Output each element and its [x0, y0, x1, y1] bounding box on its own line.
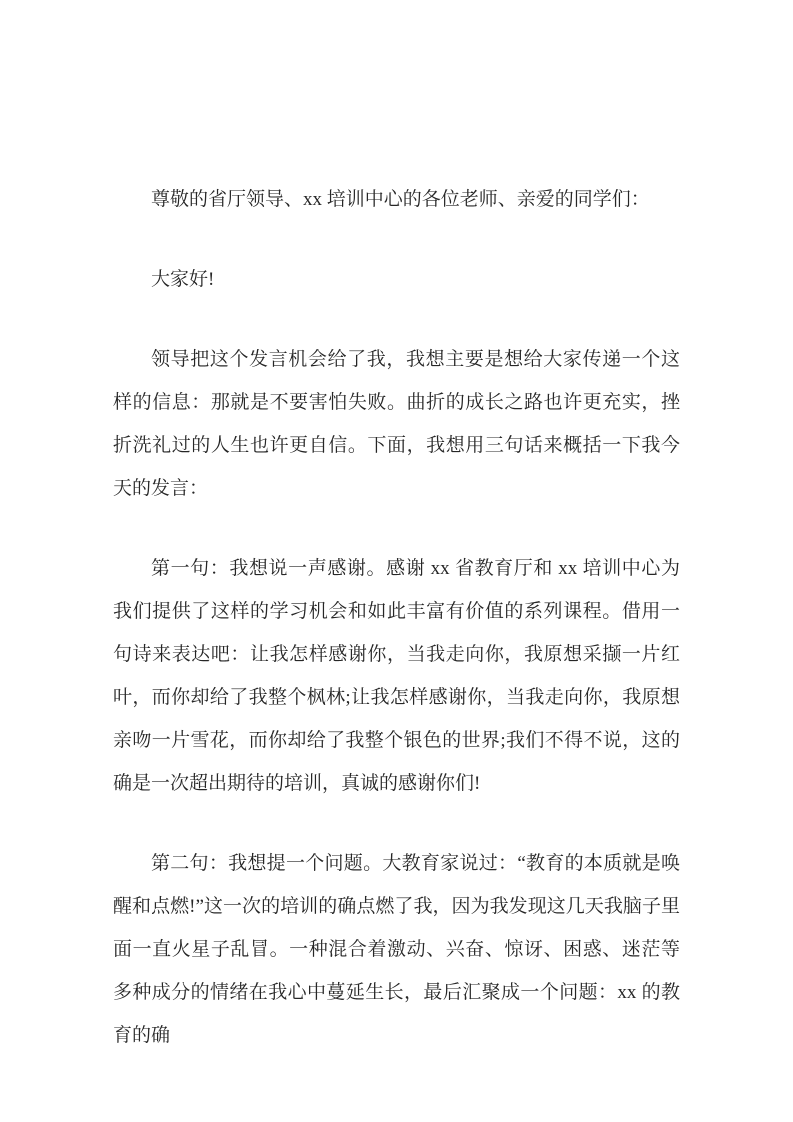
- paragraph-greeting: 大家好!: [151, 269, 215, 290]
- document-body: [113, 178, 680, 1094]
- paragraph-second-point: 第二句：我想提一个问题。大教育家说过：“教育的本质就是唤醒和点燃!”这一次的培训的确点燃了我，因为我发现这几天我脑子里面一直火星子乱冒。一种混合着激动、兴奋、惊讶、困惑、迷茫等多种成分的情绪在我心中蔓延生长，最后汇聚成一个问题：xx 的教育的确: [113, 853, 680, 1046]
- paragraph-intro: 领导把这个发言机会给了我，我想主要是想给大家传递一个这样的信息：那就是不要害怕失败。曲折的成长之路也许更充实，挫折洗礼过的人生也许更自信。下面，我想用三句话来概括一下我今天的发言：: [113, 349, 680, 499]
- paragraph-salutation: 尊敬的省厅领导、xx 培训中心的各位老师、亲爱的同学们：: [151, 189, 650, 210]
- paragraph-first-point: 第一句：我想说一声感谢。感谢 xx 省教育厅和 xx 培训中心为我们提供了这样的学习机会和如此丰富有价值的系列课程。借用一句诗来表达吧：让我怎样感谢你，当我走向你，我原想采撷一片红叶，而你却给了我整个枫林;让我怎样感谢你，当我走向你，我原想亲吻一片雪花，而你却给了我整个银色的世界;我们不得不说，这的确是一次超出期待的培训，真诚的感谢你们!: [113, 558, 680, 794]
